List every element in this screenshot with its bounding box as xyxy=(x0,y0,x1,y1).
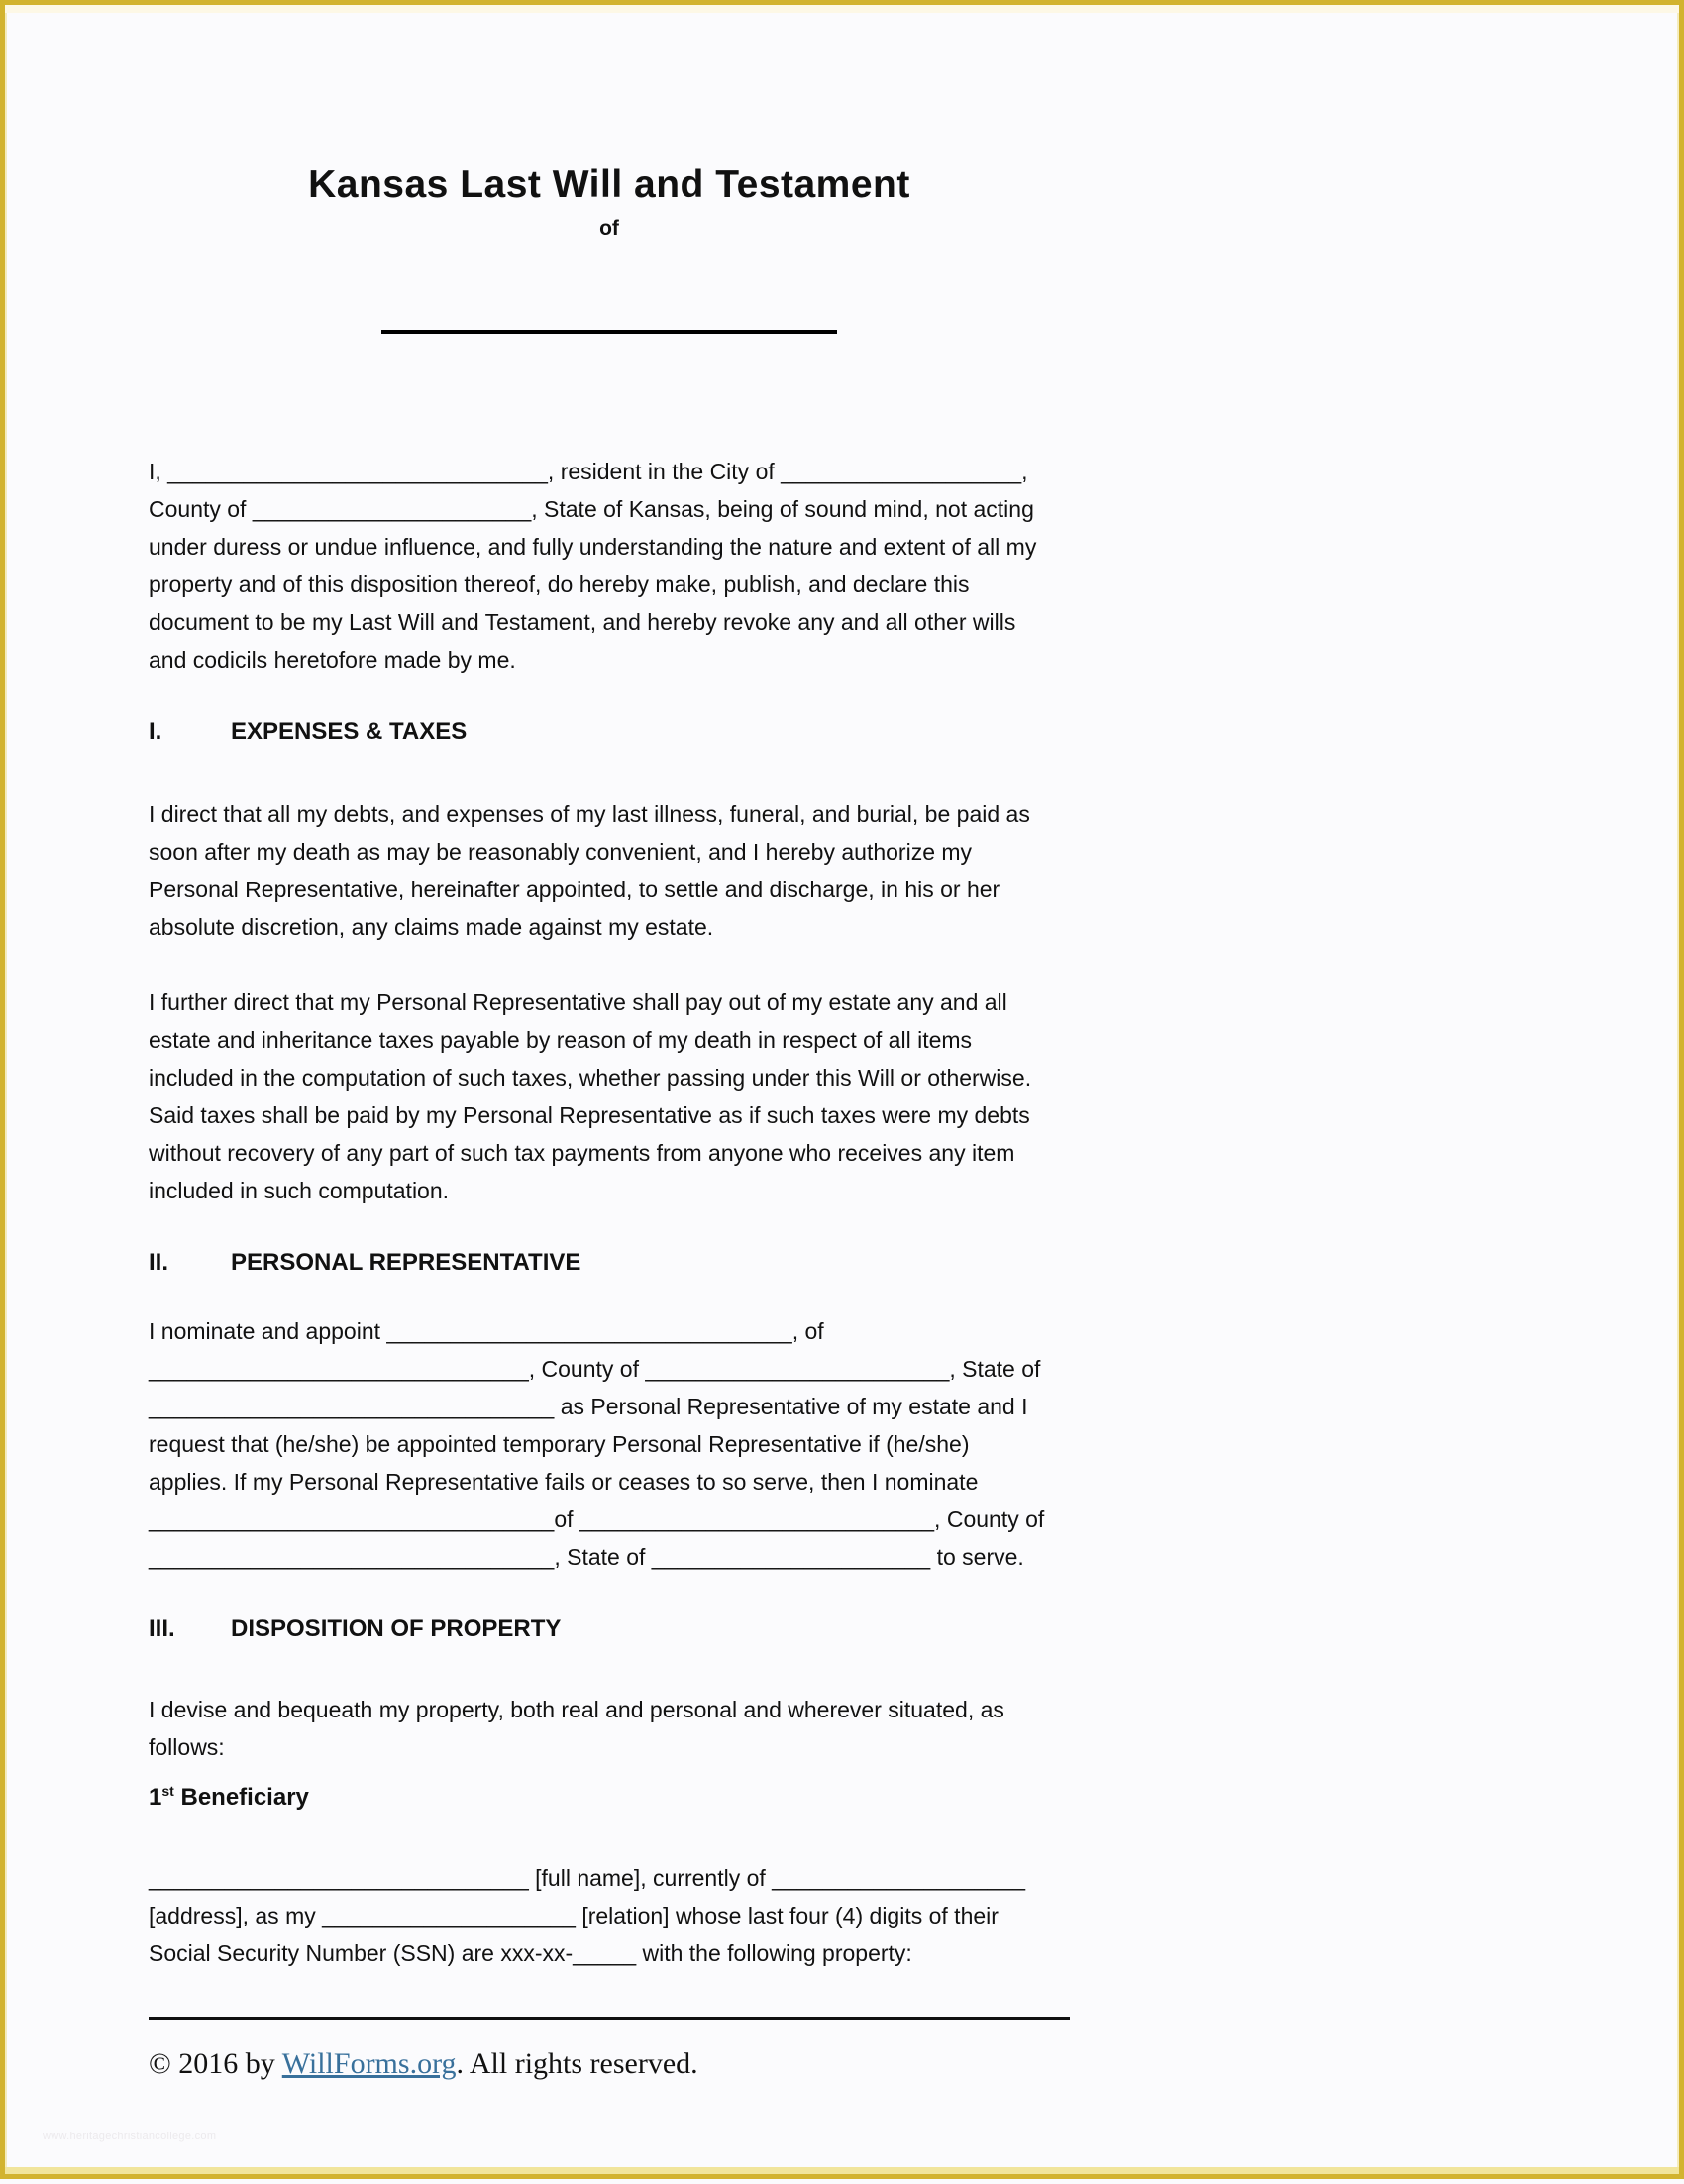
first-beneficiary-heading xyxy=(149,1784,1070,1812)
testator-name-blank-line xyxy=(381,300,837,334)
body-line: applies. If my Personal Representative fails or ceases to so serve, then I nominate xyxy=(149,1469,979,1495)
section-heading-disposition-of-property xyxy=(149,1615,1070,1643)
faint-watermark-url: www.heritagechristiancollege.com xyxy=(43,2131,217,2142)
body-line: estate and inheritance taxes payable by reason of my death in respect of all items xyxy=(149,1027,973,1053)
body-line: I devise and bequeath my property, both real and personal and wherever situated, as xyxy=(149,1697,1004,1722)
body-line: Said taxes shall be paid by my Personal Representative as if such taxes were my debts xyxy=(149,1102,1030,1128)
copyright-suffix: . All rights reserved. xyxy=(456,2047,698,2080)
body-line: follows: xyxy=(149,1734,225,1760)
beneficiary-ordinal-suffix: st xyxy=(161,1783,174,1799)
body-line: Personal Representative, hereinafter appointed, to settle and discharge, in his or her xyxy=(149,877,1000,902)
body-line: without recovery of any part of such tax payments from anyone who receives any item xyxy=(149,1140,1015,1166)
body-line: included in the computation of such taxes, whether passing under this Will or otherwise. xyxy=(149,1065,1032,1091)
section-heading-text: EXPENSES & TAXES xyxy=(231,718,468,745)
section-numeral: I. xyxy=(149,718,162,745)
body-line: absolute discretion, any claims made against my estate. xyxy=(149,914,714,940)
body-line: I further direct that my Personal Representative shall pay out of my estate any and all xyxy=(149,989,1007,1015)
intro-line: property and of this disposition thereof, do hereby make, publish, and declare this xyxy=(149,572,970,597)
intro-line: document to be my Last Will and Testament, and hereby revoke any and all other wills xyxy=(149,609,1016,635)
beneficiary-label: Beneficiary xyxy=(173,1784,309,1811)
intro-line: under duress or undue influence, and fully understanding the nature and extent of all my xyxy=(149,534,1037,560)
intro-line: County of ______________________, State of Kansas, being of sound mind, not acting xyxy=(149,496,1034,522)
body-line: included in such computation. xyxy=(149,1178,450,1203)
section-numeral: III. xyxy=(149,1615,175,1642)
personal-representative-paragraph xyxy=(149,1312,1070,1576)
will-document-page xyxy=(149,5,1070,2184)
expenses-paragraph-2 xyxy=(149,984,1070,1209)
expenses-paragraph-1 xyxy=(149,795,1070,946)
body-line: ______________________________, County of ________________________, State of xyxy=(149,1356,1041,1382)
document-title: Kansas Last Will and Testament xyxy=(308,163,910,206)
body-line: request that (he/she) be appointed temporary Personal Representative if (he/she) xyxy=(149,1431,970,1457)
document-subtitle-of: of xyxy=(599,217,619,240)
section-heading-personal-representative xyxy=(149,1249,1070,1277)
intro-line: and codicils heretofore made by me. xyxy=(149,647,516,673)
willforms-link[interactable]: WillForms.org xyxy=(281,2047,457,2080)
body-line: ________________________________ as Personal Representative of my estate and I xyxy=(149,1394,1028,1419)
section-numeral: II. xyxy=(149,1249,169,1276)
body-line: ________________________________, State of ______________________ to serve. xyxy=(149,1544,1024,1570)
section-heading-expenses-taxes xyxy=(149,718,1070,746)
body-line: ______________________________ [full name], currently of ____________________ xyxy=(149,1865,1026,1891)
body-line: I nominate and appoint ________________________________, of xyxy=(149,1318,824,1344)
body-line: Social Security Number (SSN) are xxx-xx-_____ with the following property: xyxy=(149,1940,912,1966)
property-blank-line xyxy=(149,2017,1070,2020)
section-heading-text: PERSONAL REPRESENTATIVE xyxy=(231,1249,581,1276)
copyright-prefix: © 2016 by xyxy=(149,2047,282,2080)
intro-paragraph xyxy=(149,453,1070,678)
body-line: soon after my death as may be reasonably convenient, and I hereby authorize my xyxy=(149,839,973,865)
first-beneficiary-paragraph xyxy=(149,1859,1070,1972)
beneficiary-number: 1 xyxy=(149,1784,162,1811)
body-line: ________________________________of ____________________________, County of xyxy=(149,1507,1045,1532)
intro-line: I, ______________________________, resident in the City of ___________________, xyxy=(149,459,1028,484)
copyright-footer xyxy=(149,2047,1070,2081)
body-line: I direct that all my debts, and expenses of my last illness, funeral, and burial, be paid as xyxy=(149,801,1030,827)
section-heading-text: DISPOSITION OF PROPERTY xyxy=(231,1615,562,1642)
disposition-paragraph xyxy=(149,1691,1070,1766)
body-line: [address], as my ____________________ [relation] whose last four (4) digits of their xyxy=(149,1903,999,1928)
